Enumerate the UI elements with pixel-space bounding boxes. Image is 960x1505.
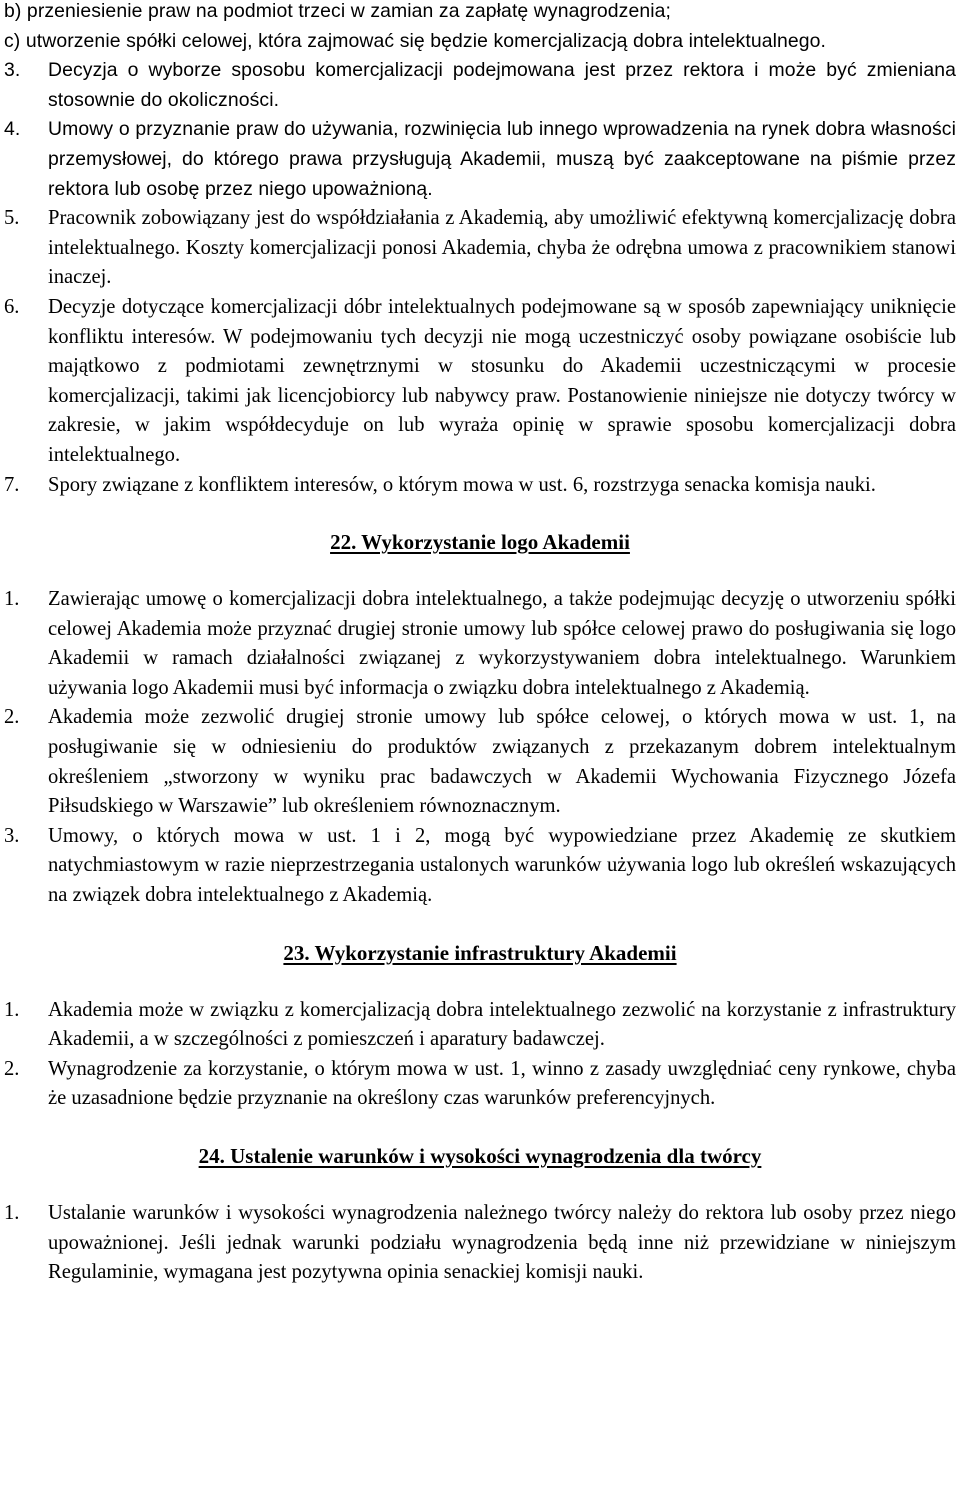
- item-number: 4.: [4, 118, 21, 141]
- sec22-item-2: [0, 703, 960, 821]
- sec21-letter-items: [0, 0, 960, 56]
- section-heading-22: 22. Wykorzystanie logo Akademii: [330, 530, 630, 555]
- item-number: 6.: [4, 295, 20, 318]
- item-text: Akademia może w związku z komercjalizacją dobra intelektualnego zezwolić na korzystanie z infrastruktury Akademii, a w szczególności z pomieszczeń i aparatury badawczej.: [48, 998, 956, 1051]
- item-number: 1.: [4, 588, 20, 611]
- item-text: Pracownik zobowiązany jest do współdziałania z Akademią, aby umożliwić efektywną komercjalizację dobra intelektualnego. Koszty komercjalizacji ponosi Akademia, chyba że odrębna umowa z pracownikiem stanowi inaczej.: [48, 207, 956, 289]
- item-number: 5.: [4, 207, 20, 230]
- item-number: 2.: [4, 1057, 20, 1080]
- item-number: 3.: [4, 824, 20, 847]
- item-text: Ustalanie warunków i wysokości wynagrodzenia należnego twórcy należy do rektora lub osoby przez niego upoważnionej. Jeśli jednak warunki podziału wynagrodzenia będą inne niż przewidziane w niniejszym Regulaminie, wymagana jest pozytywna opinia senackiej komisji nauki.: [48, 1202, 956, 1284]
- sec21-item-6: [0, 293, 960, 471]
- item-number: 2.: [4, 706, 20, 729]
- item-text: Umowy, o których mowa w ust. 1 i 2, mogą być wypowiedziane przez Akademię ze skutkiem natychmiastowym w razie nieprzestrzegania ustalonych warunków używania logo lub określeń wskazujących na związek dobra intelektualnego z Akademią.: [48, 824, 956, 907]
- item-number: 1.: [4, 1202, 20, 1224]
- sec21-item-3: [0, 56, 960, 115]
- item-text: Wynagrodzenie za korzystanie, o którym mowa w ust. 1, winno z zasady uwzględniać ceny rynkowe, chyba że uzasadnione będzie przyznanie na określony czas warunków preferencyjnych.: [48, 1057, 956, 1110]
- sec21-item-5: [0, 204, 960, 293]
- item-text: Zawierając umowę o komercjalizacji dobra intelektualnego, a także podejmując decyzję o utworzeniu spółki celowej Akademia może przyznać drugiej stronie umowy lub spółce celowej prawo do posługiwania się logo Akademii w ramach działalności związanej z wykorzystywaniem dobra intelektualnego. Warunkiem używania logo Akademii musi być informacja o związku dobra intelektualnego z Akademią.: [48, 588, 956, 699]
- item-text: Decyzje dotyczące komercjalizacji dóbr intelektualnych podejmowane są w sposób zapewniający uniknięcie konfliktu interesów. W podejmowaniu tych decyzji nie mogą uczestniczyć osoby powiązane osobiście lub majątkowo z podmiotami zewnętrznymi w stosunku do Akademii uczestniczącymi w procesie komercjalizacji, takimi jak licencjobiorcy lub nabywcy praw. Postanowienie niniejsze nie dotyczy twórcy w zakresie, w jakim współdecyduje on lub wyraża opinię w sprawie sposobu komercjalizacji dobra intelektualnego.: [48, 295, 956, 466]
- item-number: 3.: [4, 59, 21, 82]
- sec21-item-b: b) przeniesienie praw na podmiot trzeci w zamian za zapłatę wynagrodzenia;: [4, 0, 672, 22]
- section-heading-23: 23. Wykorzystanie infrastruktury Akademii: [283, 940, 677, 965]
- sec22-item-1: [0, 585, 960, 703]
- item-number: 1.: [4, 998, 20, 1021]
- item-text: Umowy o przyznanie praw do używania, rozwinięcia lub innego wprowadzenia na rynek dobra własności przemysłowej, do którego prawa przysługują Akademii, muszą być zaakceptowane na piśmie przez rektora lub osobę przez niego upoważnioną.: [48, 118, 956, 200]
- sec24-item-1: [0, 1199, 960, 1288]
- sec21-item-7: [0, 471, 960, 501]
- section-heading-24: 24. Ustalenie warunków i wysokości wynagrodzenia dla twórcy: [198, 1144, 762, 1168]
- item-text: Spory związane z konfliktem interesów, o którym mowa w ust. 6, rozstrzyga senacka komisja nauki.: [48, 473, 876, 496]
- sec22-item-3: [0, 822, 960, 911]
- sec21-item-c: c) utworzenie spółki celowej, która zajmować się będzie komercjalizacją dobra intelektualnego.: [4, 29, 827, 52]
- item-text: Decyzja o wyborze sposobu komercjalizacji podejmowana jest przez rektora i może być zmieniana stosownie do okoliczności.: [48, 59, 956, 111]
- sec21-item-4: [0, 115, 960, 204]
- sec23-item-2: [0, 1055, 960, 1114]
- item-number: 7.: [4, 473, 20, 496]
- item-text: Akademia może zezwolić drugiej stronie umowy lub spółce celowej, o których mowa w ust. 1, na posługiwanie się w odniesieniu do produktów związanych z przekazanym dobrem intelektualnym określeniem „stworzony w wyniku prac badawczych w Akademii Wychowania Fizycznego Józefa Piłsudskiego w Warszawie” lub określeniem równoznacznym.: [48, 706, 956, 818]
- sec23-item-1: [0, 996, 960, 1055]
